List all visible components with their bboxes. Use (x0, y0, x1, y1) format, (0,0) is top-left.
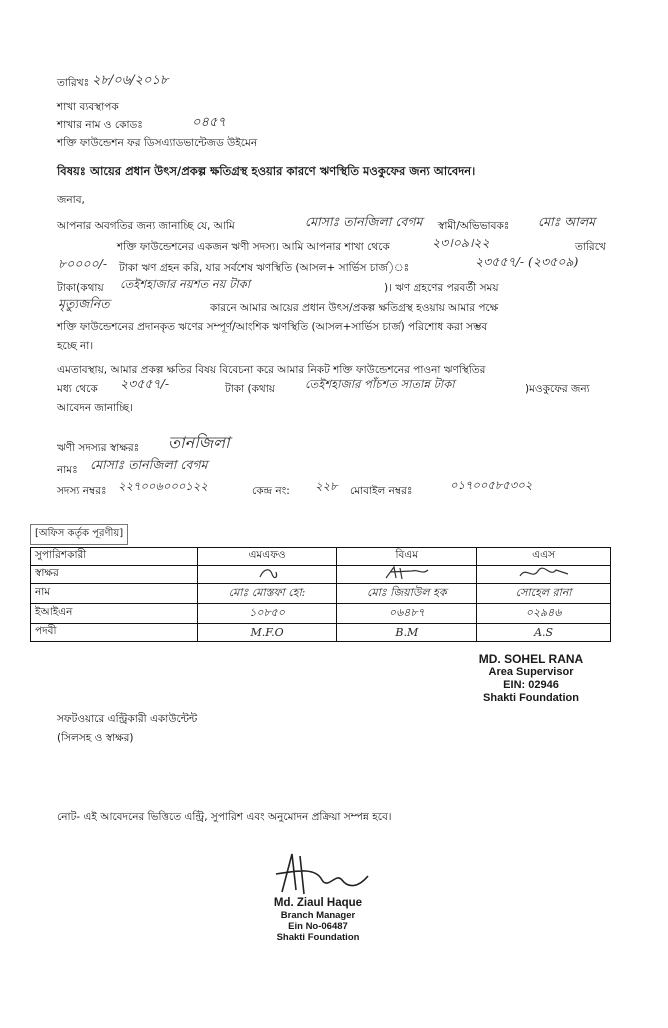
as-signature-cell (477, 566, 611, 584)
table-row (31, 604, 611, 624)
waiver-in-words-handwritten: তেইশহাজার পাঁচশত সাতান্ন টাকা (305, 377, 455, 391)
bm-signature-scribble (382, 566, 432, 580)
as-name-cell: সোহেল রানা (477, 584, 611, 604)
para1-text-5a: কারনে আমার আয়ের প্রধান উৎস/প্রকল্প ক্ষতিগ্রস্থ হওয়ায় আমার পক্ষে (210, 302, 499, 314)
para1-text-6: শক্তি ফাউন্ডেশনের প্রদানকৃত ঋণের সম্পূর্ণ/আংশিক ঋণস্থিতি (আসল+সার্ভিস চার্জ) পরিশোধ করা সম্ভব (57, 321, 488, 333)
branch-name-label: শাখার নাম ও কোডঃ (57, 119, 143, 131)
table-row (31, 584, 611, 604)
as-stamp-title: Area Supervisor (488, 666, 574, 678)
as-signature-scribble (516, 566, 572, 580)
table-header-cell: এএস (477, 548, 611, 566)
date-value: ২৮/০৬/২০১৮ (92, 73, 169, 88)
para1-text-2a: শক্তি ফাউন্ডেশনের একজন ঋণী সদস্য। আমি আপনার শাখা থেকে (117, 241, 390, 253)
recommendation-table (30, 547, 611, 642)
reason-handwritten: মৃত্যুজনিত (58, 296, 110, 311)
as-stamp-name: MD. SOHEL RANA (478, 652, 584, 666)
para1-text-3a: টাকা ঋণ গ্রহন করি, যার সর্বশেষ ঋণস্থিতি (আসল+ সার্ভিস চার্জ)ঃ (119, 262, 410, 274)
para1-text-1a: আপনার অবগতির জন্য জানাচ্ছি যে, আমি (57, 220, 235, 232)
para2-text-2c: )মওকুফের জন্য (525, 383, 590, 395)
table-header-cell: এমএফও (197, 548, 337, 566)
mfo-designation-cell: M.F.O (197, 624, 337, 642)
center-number-label: কেন্দ্র নং: (252, 485, 290, 497)
footer-note: নোট- এই আবেদনের ভিত্তিতে এন্ট্রি, সুপারিশ এবং অনুমোদন প্রক্রিয়া সম্পন্ন হবে। (57, 811, 392, 823)
table-row (31, 624, 611, 642)
bm-stamp-title: Branch Manager (280, 910, 356, 921)
balance-in-words-handwritten: তেইশহাজার নয়শত নয় টাকা (120, 277, 251, 291)
software-accountant-label: সফটওয়ারে এন্ট্রিকারী একাউন্টেন্ট (57, 713, 198, 725)
mfo-signature-scribble (252, 566, 282, 580)
member-name-label: নামঃ (57, 464, 78, 476)
mfo-name-cell: মোঃ মোস্তফা হো: (197, 584, 337, 604)
branch-manager-stamp (243, 897, 393, 943)
bm-name-cell: মোঃ জিয়াউল হক (337, 584, 477, 604)
organization-name: শক্তি ফাউন্ডেশন ফর ডিসএ্যাডভান্টেজড উইমেন (57, 137, 258, 149)
member-signature: তানজিলা (168, 433, 230, 452)
table-row-label: ইআইএন (31, 604, 198, 624)
bm-stamp-ein: Ein No-06487 (288, 921, 348, 932)
bm-stamp-name: Md. Ziaul Haque (273, 897, 363, 909)
para1-text-1b: স্বামী/অভিভাবকঃ (438, 220, 510, 232)
date-label: তারিখঃ (57, 77, 90, 89)
mfo-ein-cell: ১০৮৫০ (197, 604, 337, 624)
bm-ein-cell: ০৬৪৮৭ (337, 604, 477, 624)
loan-date-handwritten: ২৩।০৯।২২ (432, 235, 490, 250)
guardian-name-handwritten: মোঃ আলম (538, 214, 596, 229)
table-header-row (31, 548, 611, 566)
bm-signature-scribble-large (270, 850, 380, 900)
center-number-handwritten: ২২৮ (315, 479, 338, 493)
table-header-cell: সুপারিশকারী (31, 548, 198, 566)
member-number-handwritten: ২২৭০০৬০০০১২২ (118, 479, 208, 493)
para1-text-4b: )। ঋণ গ্রহণের পরবর্তী সময় (384, 282, 499, 294)
member-name-handwritten: মোসাঃ তানজিলা বেগম (90, 457, 208, 472)
waiver-amount-handwritten: ২৩৫৫৭/- (120, 376, 170, 391)
mfo-signature-cell (197, 566, 337, 584)
mobile-number-label: মোবাইল নম্বরঃ (350, 485, 413, 497)
as-designation-cell: A.S (477, 624, 611, 642)
bm-stamp-org: Shakti Foundation (276, 932, 360, 943)
as-stamp-org: Shakti Foundation (483, 692, 579, 704)
para2-text-3: আবেদন জানাচ্ছি। (57, 402, 133, 414)
as-stamp-ein: EIN: 02946 (503, 679, 559, 691)
para1-text-2b: তারিখে (575, 241, 606, 253)
table-row (31, 566, 611, 584)
member-number-label: সদস্য নম্বরঃ (57, 485, 107, 497)
salutation: জনাব, (57, 194, 85, 206)
outstanding-balance-handwritten: ২৩৫৫৭/- (২৩৫০৯) (475, 254, 579, 269)
software-accountant-seal-note: (সিলসহ ও স্বাক্ষর) (57, 732, 134, 744)
para2-text-2b: টাকা (কথায় (225, 383, 275, 395)
mobile-number-handwritten: ০১৭০০৫৮৫৩০২ (450, 478, 533, 492)
table-row-label: স্বাক্ষর (31, 566, 198, 584)
bm-signature-cell (337, 566, 477, 584)
loan-amount-handwritten: ৮০০০০/- (58, 256, 108, 271)
para1-text-7: হচ্ছে না। (57, 340, 94, 352)
para2-text-2a: মধ্য থেকে (57, 383, 98, 395)
subject-line: বিষয়ঃ আয়ের প্রধান উৎস/প্রকল্প ক্ষতিগ্রস্থ হওয়ার কারণে ঋণস্থিতি মওকুফের জন্য আবেদন। (57, 164, 476, 178)
table-header-cell: বিএম (337, 548, 477, 566)
branch-code-value: ০৪৫৭ (192, 115, 226, 130)
as-ein-cell: ০২৯৪৬ (477, 604, 611, 624)
table-row-label: পদবী (31, 624, 198, 642)
addressee-title: শাখা ব্যবস্থাপক (57, 101, 119, 113)
para2-text-1: এমতাবস্থায়, আমার প্রকল্প ক্ষতির বিষয় বিবেচনা করে আমার নিকট শক্তি ফাউন্ডেশনের পাওনা ঋণস্থিতির (57, 364, 486, 376)
area-supervisor-stamp (456, 653, 606, 705)
applicant-name-handwritten: মোসাঃ তানজিলা বেগম (305, 214, 423, 229)
table-row-label: নাম (31, 584, 198, 604)
office-use-label: [অফিস কর্তৃক পূরণীয়] (30, 524, 128, 545)
bm-designation-cell: B.M (337, 624, 477, 642)
member-signature-label: ঋণী সদস্যর স্বাক্ষরঃ (57, 442, 140, 454)
para1-text-4a: টাকা(কথায় (57, 282, 104, 294)
